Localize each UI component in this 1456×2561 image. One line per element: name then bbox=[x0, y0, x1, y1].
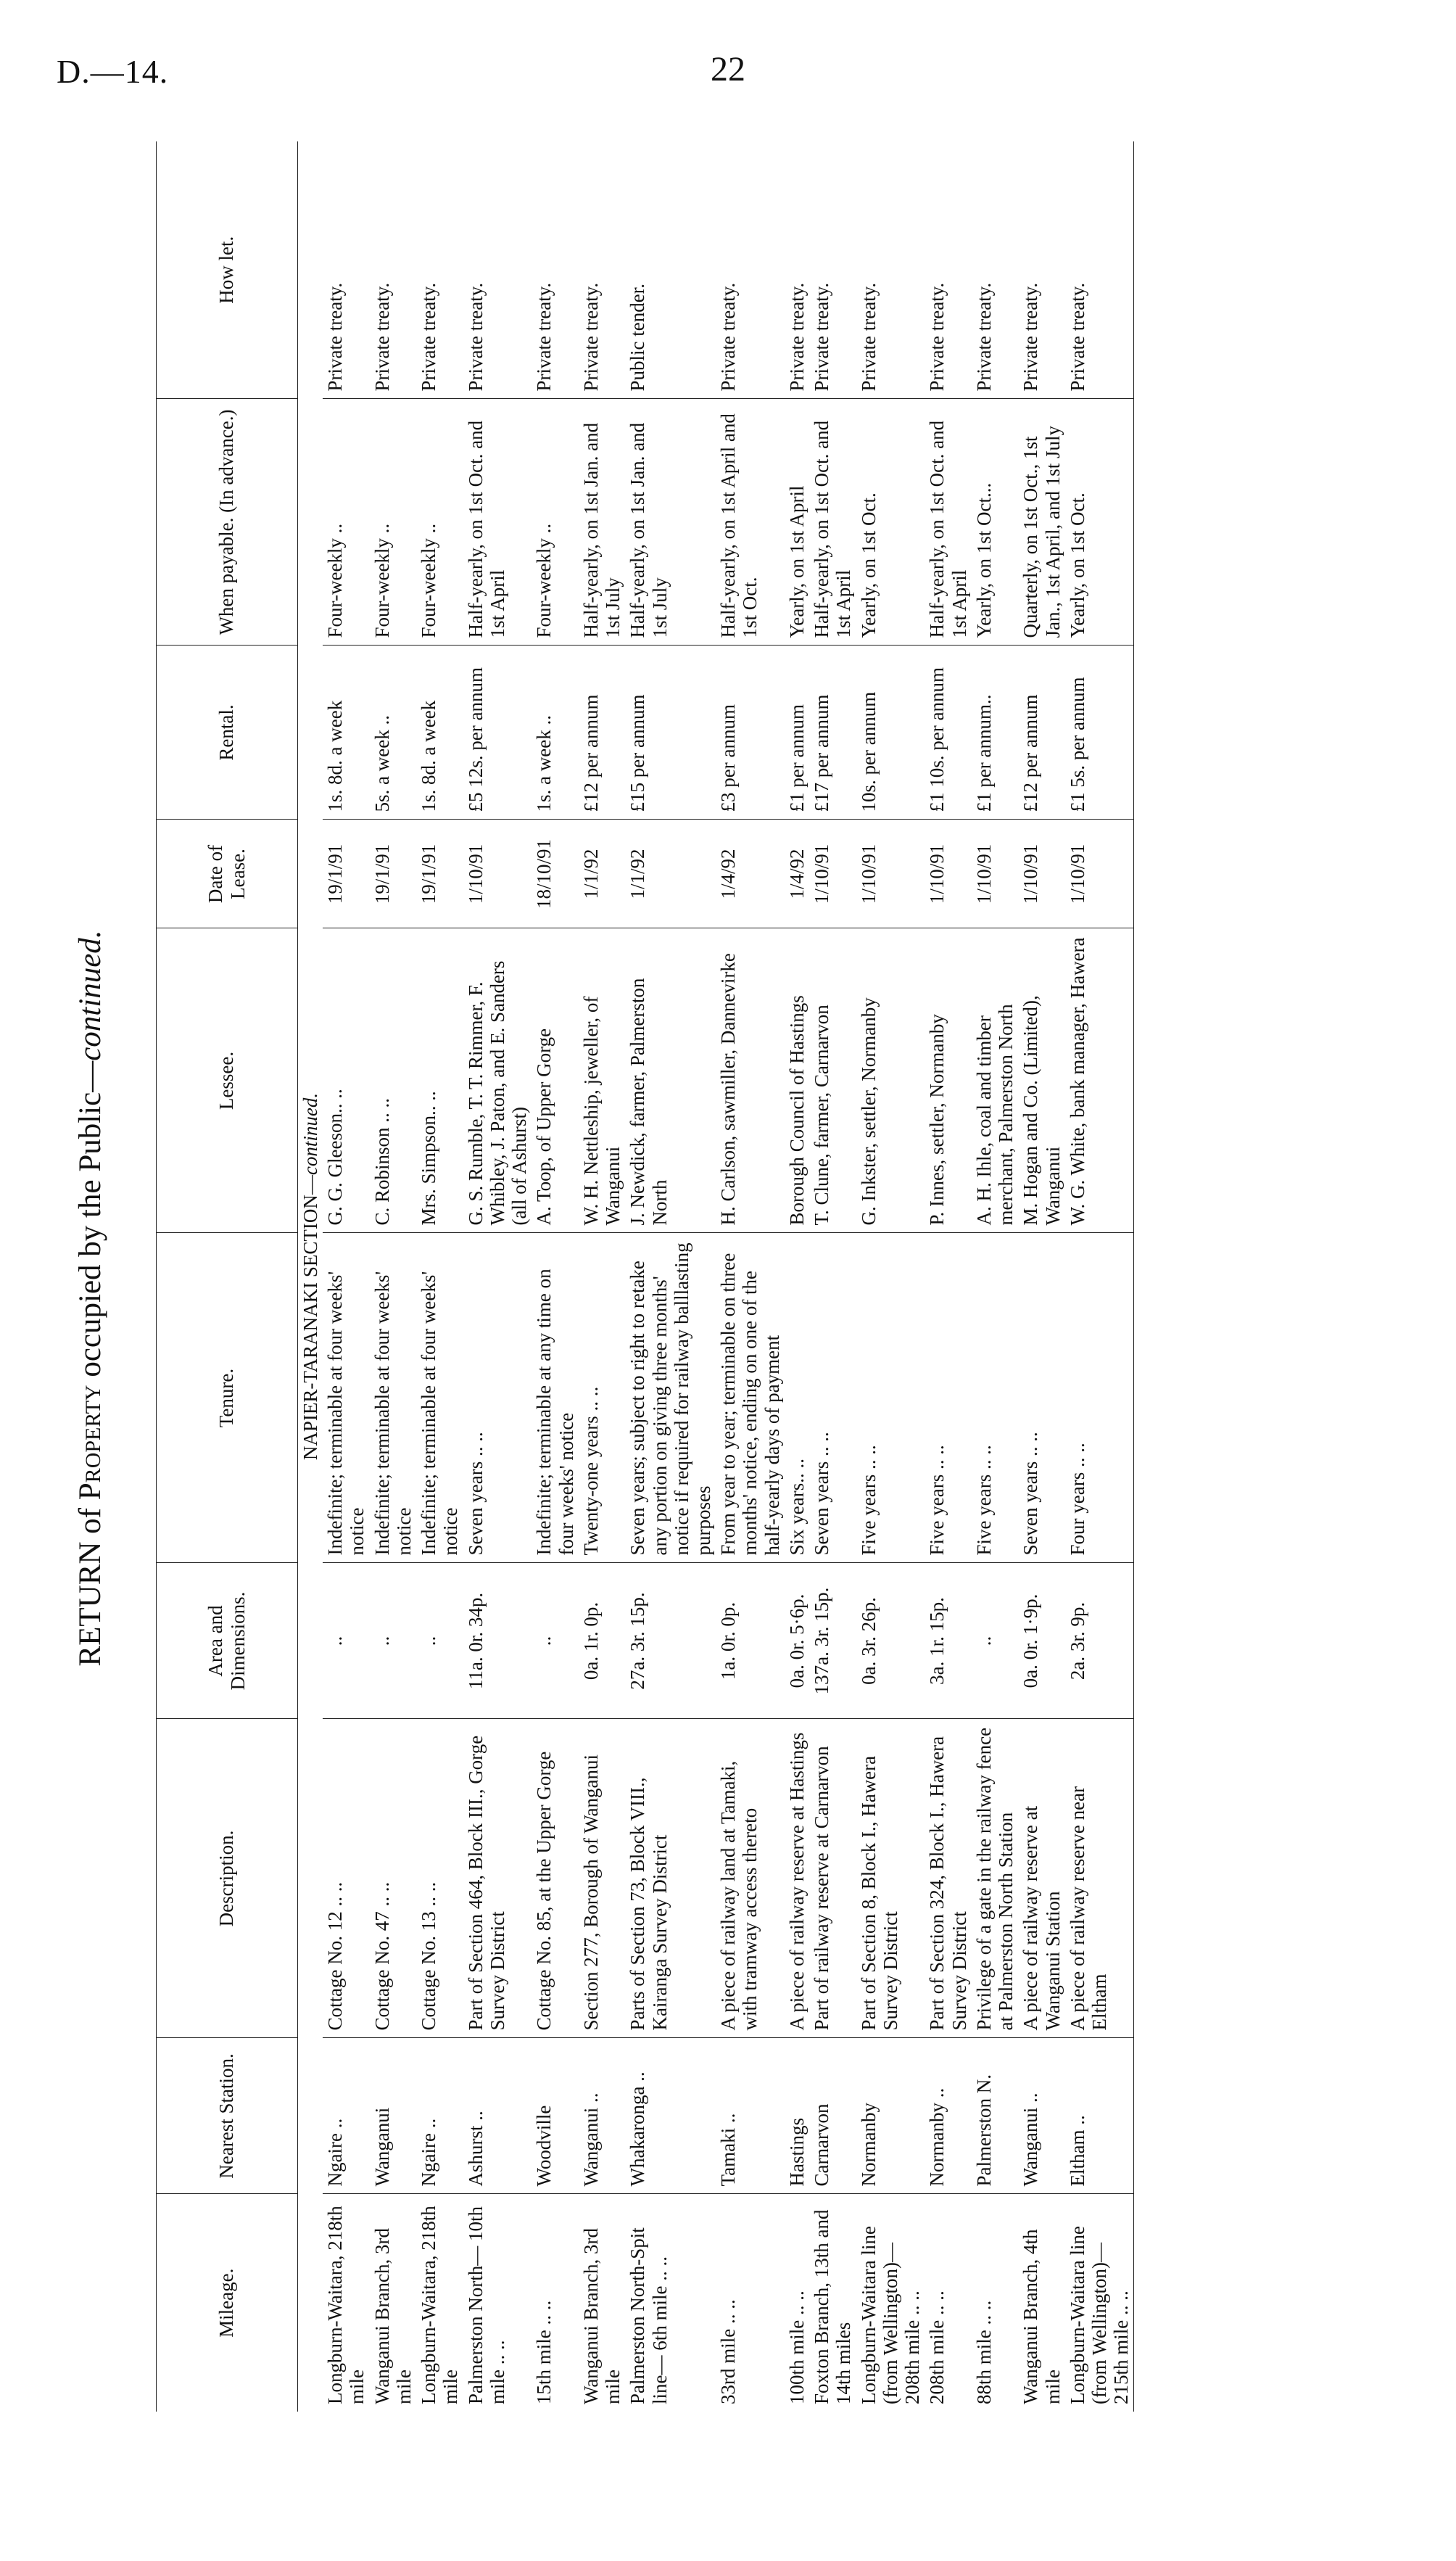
cell-description: Parts of Section 73, Block VIII., Kairanga Survey District bbox=[625, 1719, 716, 2038]
section-continued: continued. bbox=[299, 1092, 321, 1176]
section-heading-row bbox=[298, 141, 323, 2412]
cell-rental: £15 per annum bbox=[625, 646, 716, 820]
cell-date: 1/10/91 bbox=[856, 820, 925, 928]
cell-let: Private treaty. bbox=[1065, 141, 1134, 399]
cell-mileage: Longburn-Waitara line (from Wellington)— 215th mile .. .. bbox=[1065, 2194, 1134, 2412]
cell-date: 18/10/91 bbox=[531, 820, 578, 928]
table-row bbox=[463, 141, 532, 2412]
cell-date: 1/10/91 bbox=[809, 820, 856, 928]
table-row bbox=[716, 141, 785, 2412]
cell-tenure: From year to year; terminable on three months' notice, ending on one of the half-yearly days of payment bbox=[716, 1233, 785, 1563]
cell-date: 1/4/92 bbox=[785, 820, 809, 928]
cell-let: Private treaty. bbox=[785, 141, 809, 399]
cell-tenure: Indefinite; terminable at four weeks' notice bbox=[370, 1233, 416, 1563]
cell-rental: 1s. a week .. bbox=[531, 646, 578, 820]
cell-let: Private treaty. bbox=[809, 141, 856, 399]
cell-description: A piece of railway reserve at Wanganui Station bbox=[1018, 1719, 1064, 2038]
cell-area: .. bbox=[416, 1563, 463, 1719]
page-title bbox=[73, 127, 108, 2470]
table-body bbox=[298, 141, 1134, 2412]
cell-let: Private treaty. bbox=[416, 141, 463, 399]
cell-area: .. bbox=[323, 1563, 369, 1719]
cell-tenure: Five years .. .. bbox=[856, 1233, 925, 1563]
cell-let: Private treaty. bbox=[1018, 141, 1064, 399]
cell-station: Tamaki .. bbox=[716, 2038, 785, 2194]
cell-tenure: Indefinite; terminable at four weeks' notice bbox=[416, 1233, 463, 1563]
cell-tenure: Seven years .. .. bbox=[1018, 1233, 1064, 1563]
table-row bbox=[1065, 141, 1134, 2412]
section-heading bbox=[298, 141, 323, 2412]
cell-mileage: Longburn-Waitara line (from Wellington)— 208th mile .. .. bbox=[857, 2226, 924, 2404]
column-header-lessee: Lessee. bbox=[157, 928, 298, 1233]
cell-rental: £1 5s. per annum bbox=[1065, 646, 1134, 820]
cell-description: Part of Section 324, Block I., Hawera Survey District bbox=[925, 1719, 971, 2038]
column-header-area: Area and Dimensions. bbox=[157, 1563, 298, 1719]
cell-lessee: G. Inkster, settler, Normanby bbox=[856, 928, 925, 1233]
rotated-page-content bbox=[73, 127, 1392, 2470]
cell-tenure: Indefinite; terminable at any time on four weeks' notice bbox=[531, 1233, 578, 1563]
cell-payable: Four-weekly .. bbox=[323, 399, 369, 646]
table-row bbox=[579, 141, 625, 2412]
cell-lessee: Borough Council of Hastings bbox=[785, 928, 809, 1233]
cell-lessee: A. Toop, of Upper Gorge bbox=[531, 928, 578, 1233]
column-header-description: Description. bbox=[157, 1719, 298, 2038]
cell-let: Private treaty. bbox=[579, 141, 625, 399]
cell-mileage: 88th mile .. .. bbox=[972, 2300, 995, 2404]
cell-rental: £1 per annum.. bbox=[972, 646, 1018, 820]
cell-rental: 5s. a week .. bbox=[370, 646, 416, 820]
table-row bbox=[323, 141, 369, 2412]
cell-area: 0a. 0r. 1·9p. bbox=[1018, 1563, 1064, 1719]
cell-payable: Four-weekly .. bbox=[416, 399, 463, 646]
cell-payable: Yearly, on 1st Oct. bbox=[856, 399, 925, 646]
cell-station: Normanby bbox=[856, 2038, 925, 2194]
cell-tenure: Five years .. .. bbox=[925, 1233, 971, 1563]
cell-description: Part of Section 8, Block I., Hawera Survey District bbox=[856, 1719, 925, 2038]
cell-area: 0a. 1r. 0p. bbox=[579, 1563, 625, 1719]
cell-station: Carnarvon bbox=[809, 2038, 856, 2194]
cell-rental: £12 per annum bbox=[1018, 646, 1064, 820]
cell-tenure: Indefinite; terminable at four weeks' notice bbox=[323, 1233, 369, 1563]
cell-mileage: 33rd mile .. .. bbox=[717, 2299, 740, 2404]
cell-area: 2a. 3r. 9p. bbox=[1065, 1563, 1134, 1719]
column-header-mileage: Mileage. bbox=[157, 2194, 298, 2412]
cell-area: 137a. 3r. 15p. bbox=[809, 1563, 856, 1719]
cell-lessee: A. H. Ihle, coal and timber merchant, Palmerston North bbox=[972, 928, 1018, 1233]
cell-description: Section 277, Borough of Wanganui bbox=[579, 1719, 625, 2038]
cell-tenure: Four years .. .. bbox=[1065, 1233, 1134, 1563]
column-header-rental: Rental. bbox=[157, 646, 298, 820]
cell-lessee: H. Carlson, sawmiller, Dannevirke bbox=[716, 928, 785, 1233]
cell-rental: £12 per annum bbox=[579, 646, 625, 820]
cell-rental: 1s. 8d. a week bbox=[416, 646, 463, 820]
cell-date: 1/10/91 bbox=[925, 820, 971, 928]
column-header-tenure: Tenure. bbox=[157, 1233, 298, 1563]
cell-mileage: 100th mile .. .. bbox=[785, 2290, 808, 2404]
cell-area: 27a. 3r. 15p. bbox=[625, 1563, 716, 1719]
table-header-row bbox=[157, 141, 298, 2412]
cell-let: Private treaty. bbox=[716, 141, 785, 399]
cell-description: A piece of railway reserve near Eltham bbox=[1065, 1719, 1134, 2038]
table-row bbox=[370, 141, 416, 2412]
title-property: Property bbox=[73, 1385, 107, 1501]
cell-date: 1/1/92 bbox=[579, 820, 625, 928]
cell-let: Private treaty. bbox=[531, 141, 578, 399]
cell-date: 1/10/91 bbox=[1065, 820, 1134, 928]
cell-area: 3a. 1r. 15p. bbox=[925, 1563, 971, 1719]
cell-description: A piece of railway land at Tamaki, with tramway access thereto bbox=[716, 1719, 785, 2038]
table-row bbox=[1018, 141, 1064, 2412]
cell-mileage: Longburn-Waitara, 218th mile bbox=[418, 2206, 462, 2404]
cell-area: 11a. 0r. 34p. bbox=[463, 1563, 532, 1719]
cell-mileage: Longburn-Waitara, 218th mile bbox=[324, 2206, 368, 2404]
title-continued: continued. bbox=[73, 930, 107, 1061]
cell-station: Hastings bbox=[785, 2038, 809, 2194]
cell-mileage: Wanganui Branch, 3rd mile bbox=[579, 2228, 624, 2404]
cell-tenure: Seven years .. .. bbox=[809, 1233, 856, 1563]
cell-station: Whakaronga .. bbox=[625, 2038, 716, 2194]
cell-mileage: Palmerston North— 10th mile .. .. bbox=[464, 2206, 508, 2404]
cell-mileage: Wanganui Branch, 4th mile bbox=[1019, 2229, 1064, 2404]
cell-station: Woodville bbox=[531, 2038, 578, 2194]
cell-date: 19/1/91 bbox=[416, 820, 463, 928]
table-row bbox=[925, 141, 971, 2412]
page-number: 22 bbox=[711, 50, 745, 88]
cell-area: .. bbox=[972, 1563, 1018, 1719]
cell-description: Cottage No. 85, at the Upper Gorge bbox=[531, 1719, 578, 2038]
cell-description: Part of railway reserve at Carnarvon bbox=[809, 1719, 856, 2038]
cell-let: Private treaty. bbox=[463, 141, 532, 399]
cell-tenure: Twenty-one years .. .. bbox=[579, 1233, 625, 1563]
cell-rental: £17 per annum bbox=[809, 646, 856, 820]
cell-rental: 1s. 8d. a week bbox=[323, 646, 369, 820]
cell-mileage: Foxton Branch, 13th and 14th miles bbox=[811, 2209, 855, 2404]
cell-rental: £3 per annum bbox=[716, 646, 785, 820]
cell-mileage: Wanganui Branch, 3rd mile bbox=[371, 2228, 415, 2404]
cell-lessee: M. Hogan and Co. (Limited), Wanganui bbox=[1018, 928, 1064, 1233]
cell-date: 1/1/92 bbox=[625, 820, 716, 928]
cell-station: Ngaire .. bbox=[323, 2038, 369, 2194]
cell-area: .. bbox=[531, 1563, 578, 1719]
cell-lessee: P. Innes, settler, Normanby bbox=[925, 928, 971, 1233]
cell-lessee: C. Robinson .. .. bbox=[370, 928, 416, 1233]
cell-payable: Half-yearly, on 1st Oct. and 1st April bbox=[809, 399, 856, 646]
document-code: D.—14. bbox=[57, 53, 169, 90]
cell-station: Ashurst .. bbox=[463, 2038, 532, 2194]
cell-payable: Half-yearly, on 1st Oct. and 1st April bbox=[463, 399, 532, 646]
cell-let: Private treaty. bbox=[370, 141, 416, 399]
cell-station: Ngaire .. bbox=[416, 2038, 463, 2194]
column-header-when-payable: When payable. (In advance.) bbox=[157, 399, 298, 646]
cell-let: Private treaty. bbox=[323, 141, 369, 399]
cell-payable: Quarterly, on 1st Oct., 1st Jan., 1st April, and 1st July bbox=[1018, 399, 1064, 646]
table-row bbox=[972, 141, 1018, 2412]
table-row bbox=[856, 141, 925, 2412]
cell-payable: Half-yearly, on 1st Jan. and 1st July bbox=[579, 399, 625, 646]
cell-area: 0a. 0r. 5·6p. bbox=[785, 1563, 809, 1719]
table-row bbox=[531, 141, 578, 2412]
cell-let: Public tender. bbox=[625, 141, 716, 399]
cell-payable: Half-yearly, on 1st Oct. and 1st April bbox=[925, 399, 971, 646]
cell-let: Private treaty. bbox=[972, 141, 1018, 399]
section-name: NAPIER-TARANAKI SECTION— bbox=[299, 1175, 321, 1461]
cell-description: A piece of railway reserve at Hastings bbox=[785, 1719, 809, 2038]
cell-payable: Yearly, on 1st April bbox=[785, 399, 809, 646]
cell-date: 1/10/91 bbox=[463, 820, 532, 928]
cell-description: Cottage No. 47 .. .. bbox=[370, 1719, 416, 2038]
column-header-nearest-station: Nearest Station. bbox=[157, 2038, 298, 2194]
cell-date: 19/1/91 bbox=[370, 820, 416, 928]
cell-mileage: 15th mile .. .. bbox=[533, 2300, 555, 2404]
cell-lessee: W. G. White, bank manager, Hawera bbox=[1065, 928, 1134, 1233]
title-return-of: RETURN of bbox=[73, 1500, 107, 1667]
cell-mileage: Palmerston North-Spit line— 6th mile .. .. bbox=[626, 2227, 671, 2404]
column-header-date-of-lease: Date of Lease. bbox=[157, 820, 298, 928]
cell-lessee: G. G. Gleeson.. .. bbox=[323, 928, 369, 1233]
cell-tenure: Seven years .. .. bbox=[463, 1233, 532, 1563]
cell-lessee: J. Newdick, farmer, Palmerston North bbox=[625, 928, 716, 1233]
cell-lessee: T. Clune, farmer, Carnarvon bbox=[809, 928, 856, 1233]
cell-lessee: W. H. Nettleship, jeweller, of Wanganui bbox=[579, 928, 625, 1233]
table-row bbox=[416, 141, 463, 2412]
cell-payable: Half-yearly, on 1st Jan. and 1st July bbox=[625, 399, 716, 646]
cell-date: 1/4/92 bbox=[716, 820, 785, 928]
cell-payable: Four-weekly .. bbox=[531, 399, 578, 646]
cell-description: Part of Section 464, Block III., Gorge Survey District bbox=[463, 1719, 532, 2038]
cell-mileage: 208th mile .. .. bbox=[926, 2290, 948, 2404]
cell-let: Private treaty. bbox=[856, 141, 925, 399]
column-header-how-let: How let. bbox=[157, 141, 298, 399]
cell-station: Wanganui .. bbox=[1018, 2038, 1064, 2194]
cell-station: Wanganui .. bbox=[579, 2038, 625, 2194]
cell-let: Private treaty. bbox=[925, 141, 971, 399]
cell-area: 0a. 3r. 26p. bbox=[856, 1563, 925, 1719]
cell-rental: £5 12s. per annum bbox=[463, 646, 532, 820]
cell-area: .. bbox=[370, 1563, 416, 1719]
cell-tenure: Seven years; subject to right to retake any portion on giving three months' notice if required for railway balllasting purposes bbox=[625, 1233, 716, 1563]
cell-date: 1/10/91 bbox=[1018, 820, 1064, 928]
cell-rental: 10s. per annum bbox=[856, 646, 925, 820]
cell-station: Wanganui bbox=[370, 2038, 416, 2194]
cell-rental: £1 10s. per annum bbox=[925, 646, 971, 820]
cell-tenure: Five years .. .. bbox=[972, 1233, 1018, 1563]
cell-tenure: Six years.. .. bbox=[785, 1233, 809, 1563]
table-row bbox=[785, 141, 809, 2412]
cell-description: Cottage No. 13 .. .. bbox=[416, 1719, 463, 2038]
table-row bbox=[809, 141, 856, 2412]
cell-lessee: Mrs. Simpson.. .. bbox=[416, 928, 463, 1233]
cell-description: Privilege of a gate in the railway fence at Palmerston North Station bbox=[972, 1719, 1018, 2038]
cell-payable: Four-weekly .. bbox=[370, 399, 416, 646]
cell-station: Eltham .. bbox=[1065, 2038, 1134, 2194]
table-row bbox=[625, 141, 716, 2412]
cell-rental: £1 per annum bbox=[785, 646, 809, 820]
cell-date: 1/10/91 bbox=[972, 820, 1018, 928]
property-return-table bbox=[156, 141, 1134, 2412]
cell-lessee: G. S. Rumble, T. T. Rimmer, F. Whibley, J. Paton, and E. Sanders (all of Ashurst) bbox=[463, 928, 532, 1233]
cell-area: 1a. 0r. 0p. bbox=[716, 1563, 785, 1719]
cell-payable: Yearly, on 1st Oct. bbox=[1065, 399, 1134, 646]
cell-station: Palmerston N. bbox=[972, 2038, 1018, 2194]
cell-payable: Half-yearly, on 1st April and 1st Oct. bbox=[716, 399, 785, 646]
cell-station: Normanby .. bbox=[925, 2038, 971, 2194]
cell-payable: Yearly, on 1st Oct... bbox=[972, 399, 1018, 646]
cell-date: 19/1/91 bbox=[323, 820, 369, 928]
title-occupied: occupied by the Public— bbox=[73, 1060, 107, 1385]
cell-description: Cottage No. 12 .. .. bbox=[323, 1719, 369, 2038]
